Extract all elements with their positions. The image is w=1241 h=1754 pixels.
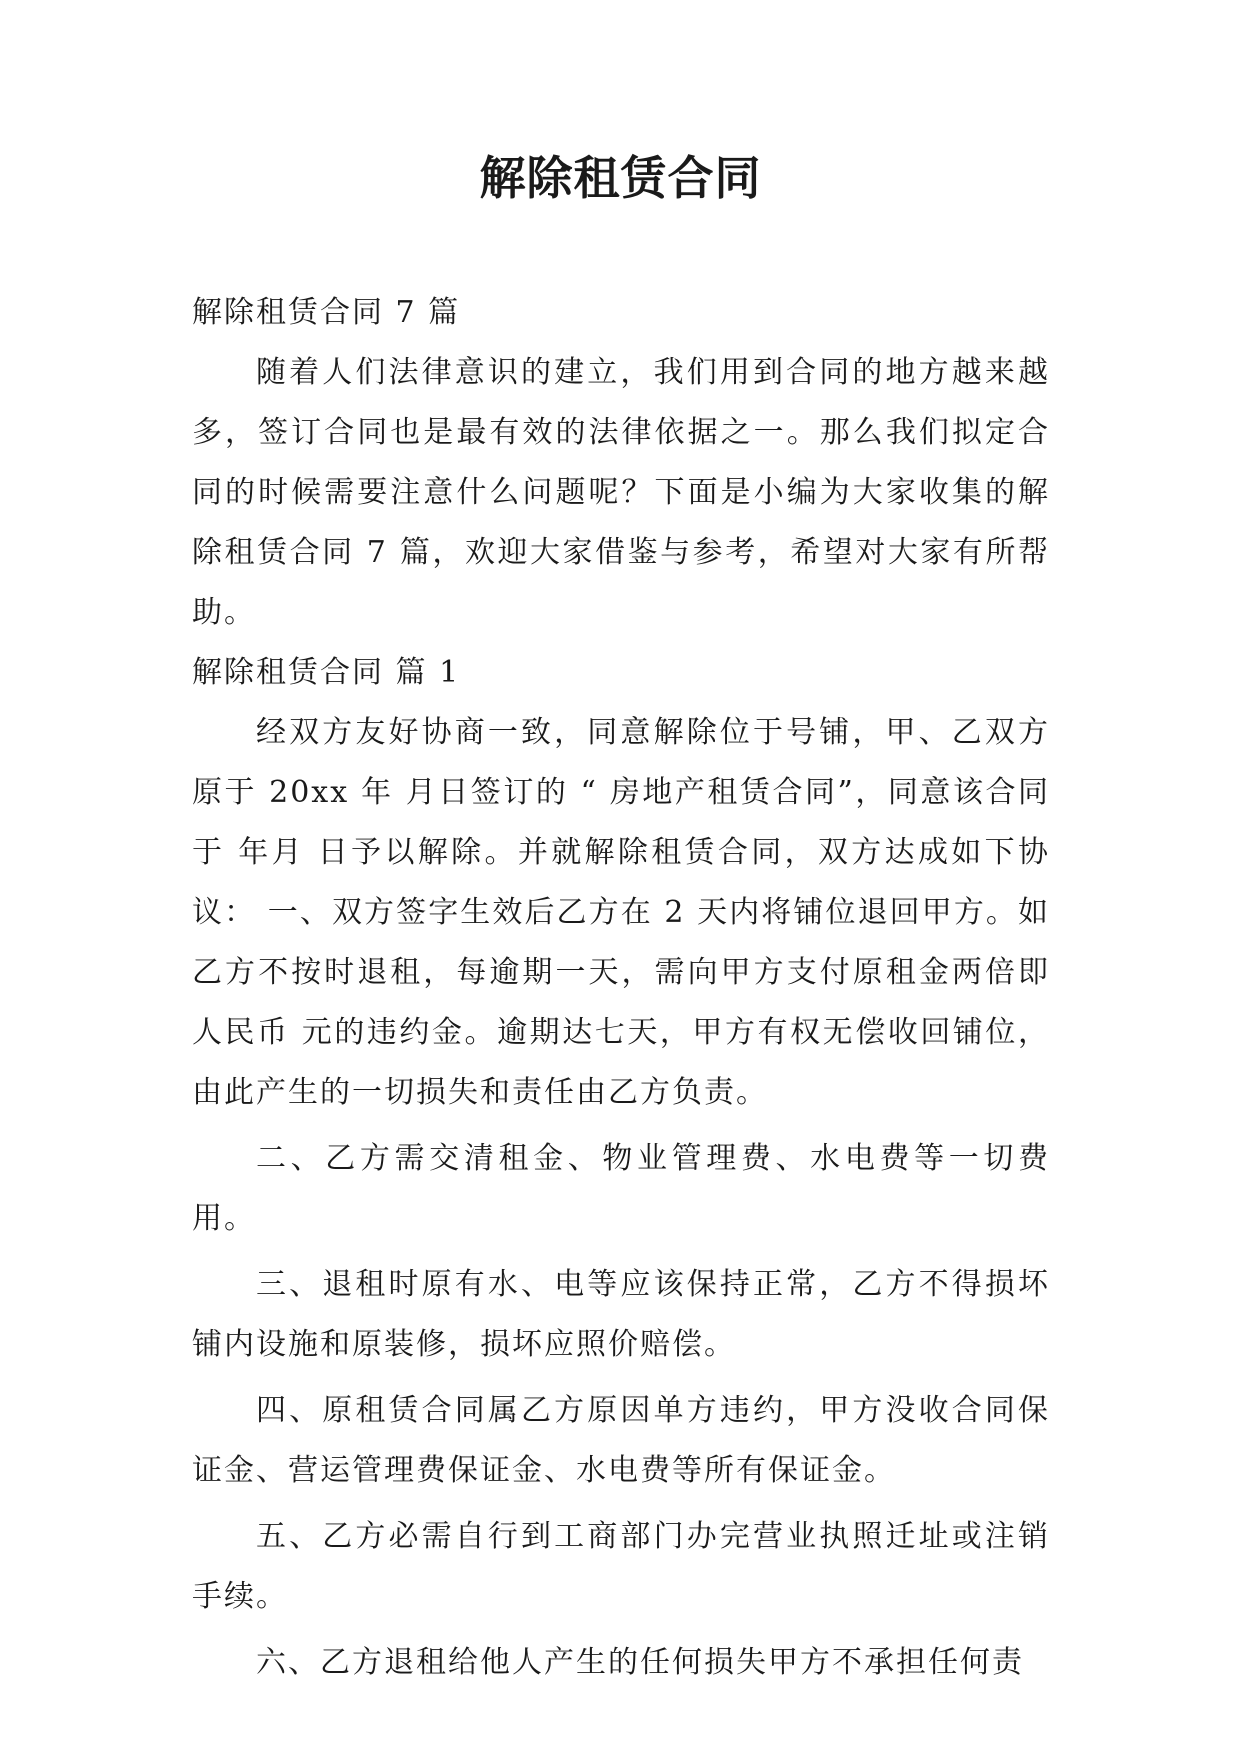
clause-3-paragraph: 三、退租时原有水、电等应该保持正常，乙方不得损坏铺内设施和原装修，损坏应照价赔偿。 [192, 1267, 1050, 1362]
section-heading-1: 解除租赁合同 篇 1 [192, 655, 461, 690]
clause-1-paragraph: 经双方友好协商一致，同意解除位于号铺，甲、乙双方原于 20xx 年 月日签订的 “ 房地产租赁合同”，同意该合同于 年月 日予以解除。并就解除租赁合同，双方达成如下协议： 一、双方签字生效后乙方在 2 天内将铺位退回甲方。如乙方不按时退租，每逾期一天，需向甲方支付原租金两倍即人民币 元的违约金。逾期达七天，甲方有权无偿收回铺位，由此产生的一切损失和责任由乙方负责。 [192, 715, 1050, 1110]
intro-paragraph: 随着人们法律意识的建立，我们用到合同的地方越来越多，签订合同也是最有效的法律依据之一。那么我们拟定合同的时候需要注意什么问题呢？下面是小编为大家收集的解除租赁合同 7 篇，欢迎大家借鉴与参考，希望对大家有所帮助。 [192, 355, 1050, 630]
document-body [192, 283, 1050, 1693]
document-title: 解除租赁合同 [479, 151, 762, 205]
collection-heading: 解除租赁合同 7 篇 [192, 295, 461, 330]
clause-5-paragraph: 五、乙方必需自行到工商部门办完营业执照迁址或注销手续。 [192, 1519, 1050, 1614]
clause-4-paragraph: 四、原租赁合同属乙方原因单方违约，甲方没收合同保证金、营运管理费保证金、水电费等所有保证金。 [192, 1393, 1050, 1488]
clause-2-paragraph: 二、乙方需交清租金、物业管理费、水电费等一切费用。 [192, 1141, 1050, 1236]
clause-6-paragraph: 六、乙方退租给他人产生的任何损失甲方不承担任何责 [256, 1645, 1024, 1680]
